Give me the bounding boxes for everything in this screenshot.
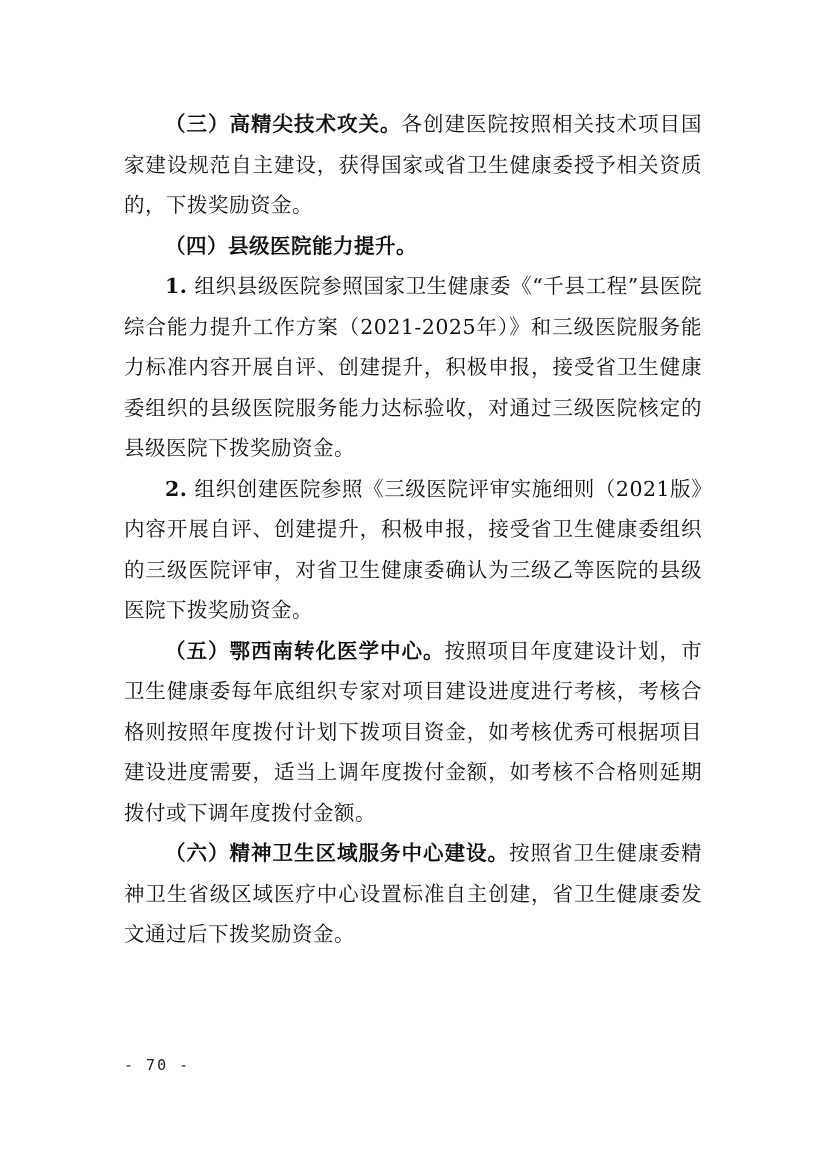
- section-three-text: 各创建医院按照相关技术项目国家建设规范自主建设，获得国家或省卫生健康委授予相关资质的，下拨奖励资金。: [124, 112, 702, 217]
- page-number: - 70 -: [124, 1056, 191, 1074]
- item-one-number: 1.: [165, 274, 188, 298]
- section-five-text: 按照项目年度建设计划，市卫生健康委每年底组织专家对项目建设进度进行考核，考核合格则按照年度拨付计划下拨项目资金，如考核优秀可根据项目建设进度需要，适当上调年度拨付金额，如考核不合格则延期拨付或下调年度拨付金额。: [124, 638, 702, 825]
- section-six-text: 按照省卫生健康委精神卫生省级区域医疗中心设置标准自主创建，省卫生健康委发文通过后下拨奖励资金。: [124, 841, 702, 946]
- item-one-text: 组织县级医院参照国家卫生健康委《“千县工程”县医院综合能力提升工作方案（2021-2025年）》和三级医院服务能力标准内容开展自评、创建提升，积极申报，接受省卫生健康委组织的县级医院服务能力达标验收，对通过三级医院核定的县级医院下拨奖励资金。: [124, 274, 702, 460]
- section-six-heading: （六）精神卫生区域服务中心建设。: [165, 841, 509, 865]
- document-body: [124, 104, 702, 955]
- section-three-paragraph: [124, 104, 702, 226]
- section-six-paragraph: [124, 833, 702, 955]
- section-four-heading: （四）县级医院能力提升。: [165, 233, 417, 258]
- section-four-paragraph: [124, 226, 702, 267]
- section-three-heading: （三）高精尖技术攻关。: [165, 112, 402, 136]
- item-two-paragraph: [124, 469, 702, 631]
- section-five-paragraph: [124, 631, 702, 834]
- item-two-number: 2.: [165, 476, 188, 501]
- item-one-paragraph: [124, 266, 702, 469]
- item-two-text: 组织创建医院参照《三级医院评审实施细则（2021版》内容开展自评、创建提升，积极申报，接受省卫生健康委组织的三级医院评审，对省卫生健康委确认为三级乙等医院的县级医院下拨奖励资金。: [124, 476, 702, 622]
- section-five-heading: （五）鄂西南转化医学中心。: [165, 638, 445, 663]
